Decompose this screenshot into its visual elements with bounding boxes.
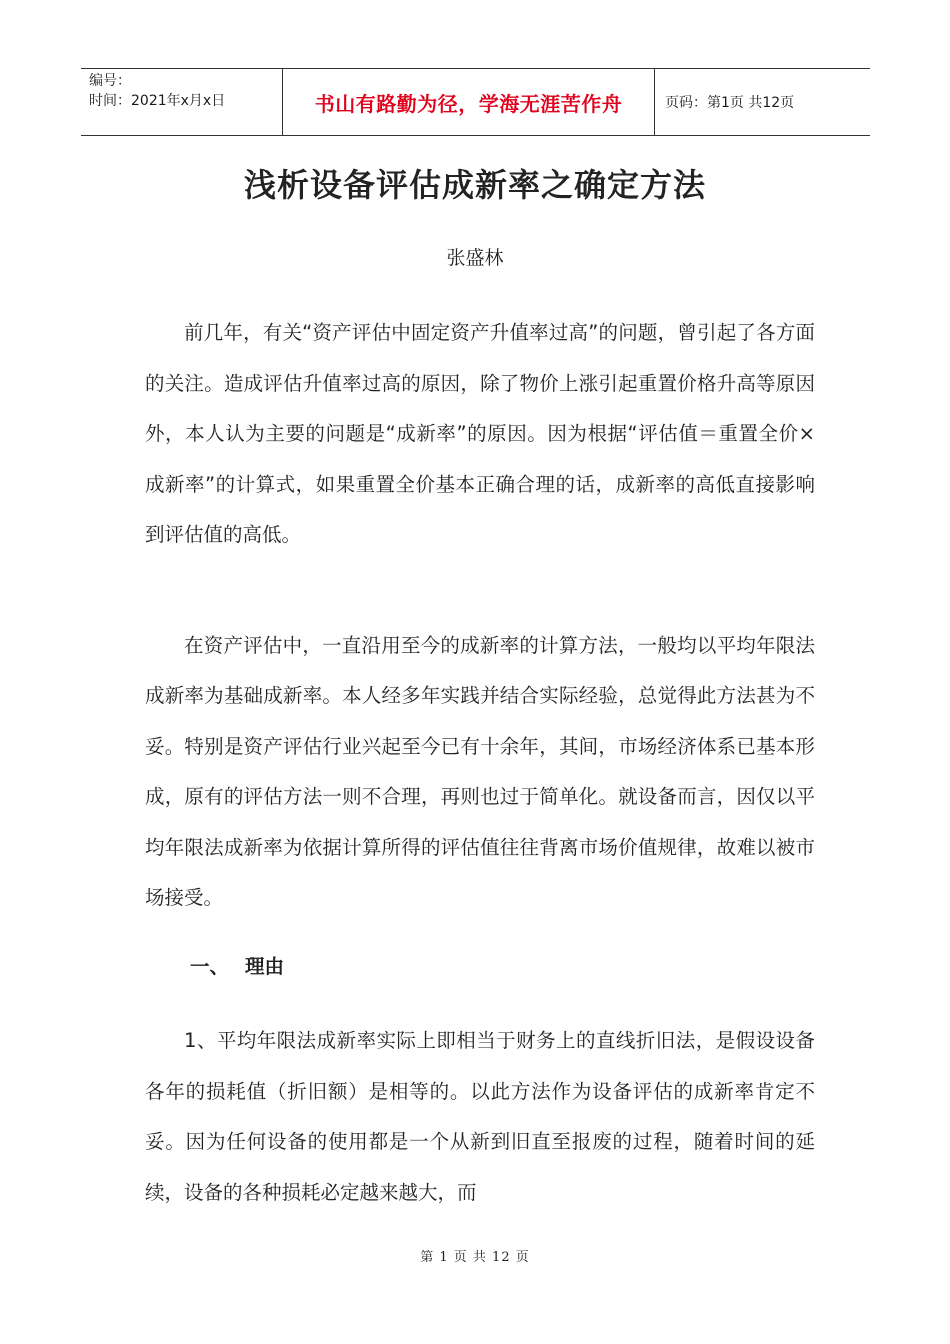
paragraph-spacer [145, 561, 815, 621]
page-footer: 第 1 页 共 12 页 [420, 1250, 530, 1265]
document-body [145, 308, 815, 1218]
document-date-label: 时间：2021年x月x日 [89, 93, 226, 109]
page-header [81, 68, 870, 136]
document-title: 浅析设备评估成新率之确定方法 [243, 166, 706, 204]
section-heading-title: 理由 [245, 954, 285, 978]
section-heading-number: 一、 [190, 954, 230, 978]
document-number-label: 编号： [89, 73, 131, 89]
header-meta [81, 69, 282, 135]
header-page-info: 页码：第1页 共12页 [665, 95, 795, 111]
header-motto: 书山有路勤为径，学海无涯苦作舟 [282, 69, 655, 135]
body-paragraph-2: 在资产评估中，一直沿用至今的成新率的计算方法，一般均以平均年限法成新率为基础成新率。本人经多年实践并结合实际经验，总觉得此方法甚为不妥。特别是资产评估行业兴起至今已有十余年，其间，市场经济体系已基本形成，原有的评估方法一则不合理，再则也过于简单化。就设备而言，因仅以平均年限法成新率为依据计算所得的评估值往往背离市场价值规律，故难以被市场接受。 [145, 633, 815, 909]
section-heading [145, 942, 815, 993]
document-author: 张盛林 [446, 247, 504, 269]
section-paragraph-1: 1、平均年限法成新率实际上即相当于财务上的直线折旧法，是假设设备各年的损耗值（折旧额）是相等的。以此方法作为设备评估的成新率肯定不妥。因为任何设备的使用都是一个从新到旧直至报废的过程，随着时间的延续，设备的各种损耗必定越来越大，而 [145, 1029, 815, 1204]
body-paragraph-1: 前几年，有关“资产评估中固定资产升值率过高”的问题，曾引起了各方面的关注。造成评估升值率过高的原因，除了物价上涨引起重置价格升高等原因外，本人认为主要的问题是“成新率”的原因。因为根据“评估值＝重置全价×成新率”的计算式，如果重置全价基本正确合理的话，成新率的高低直接影响到评估值的高低。 [145, 321, 815, 546]
